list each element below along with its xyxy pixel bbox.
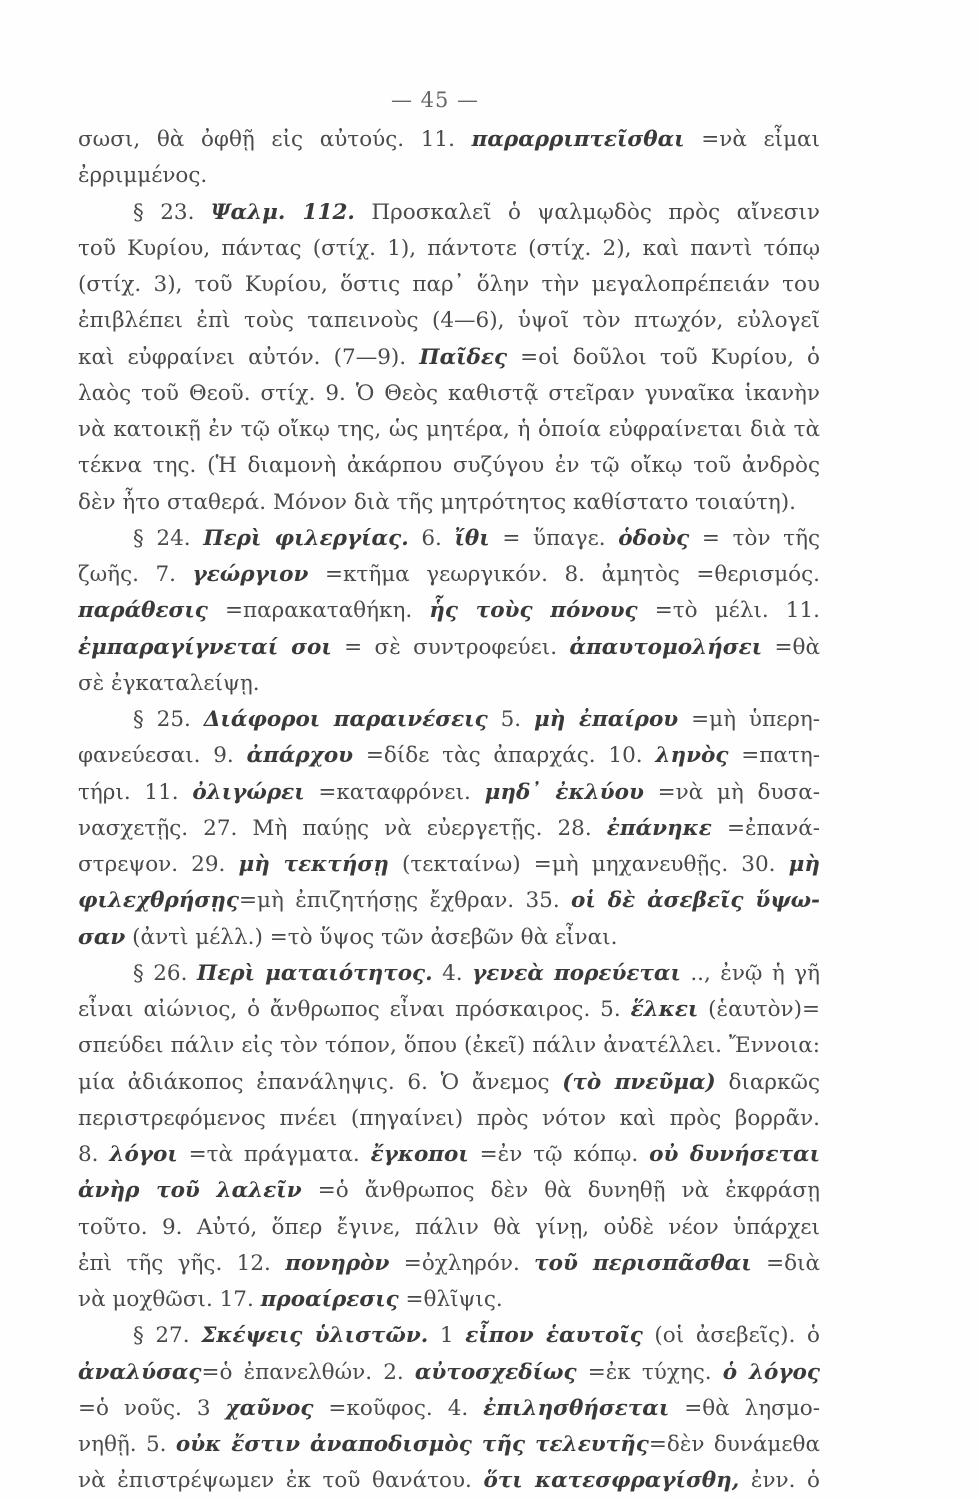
- body-text: § 23.: [133, 199, 211, 225]
- text-line: [78, 883, 820, 919]
- body-text: =πατη-: [728, 743, 820, 769]
- term-text: ἀνὴρ τοῦ λαλεῖν: [78, 1178, 302, 1204]
- term-text: ἕλκει: [630, 997, 699, 1022]
- text-line: [78, 920, 820, 956]
- body-text: εἶναι αἰώνιος, ὁ ἄνθρωπος εἶναι πρόσκαιρος. 5.: [78, 997, 631, 1022]
- body-text: τέκνα της. (Ἡ διαμονὴ ἀκάρπου συζύγου ἐν τῷ οἴκῳ τοῦ ἀνδρὸς: [78, 453, 820, 479]
- text-line: [78, 267, 820, 303]
- text-line: [78, 1282, 820, 1318]
- term-text: τοῦ περισπᾶσθαι: [534, 1250, 752, 1276]
- term-text: Ψαλμ. 112.: [210, 199, 355, 225]
- text-line: [78, 775, 820, 811]
- body-text: διαρκῶς: [715, 1069, 820, 1095]
- body-text: ἐρριμμένος.: [78, 163, 208, 189]
- text-line: [78, 630, 820, 666]
- body-text: τήρι. 11.: [78, 779, 193, 805]
- body-text: δὲν ἦτο σταθερά. Μόνον διὰ τῆς μητρότητος καθίστατο τοιαύτη).: [78, 489, 796, 515]
- text-line: [78, 1246, 820, 1282]
- text-line: [78, 1427, 820, 1463]
- term-text: φιλεχθρήσῃς: [78, 888, 239, 914]
- text-line: [78, 1101, 820, 1137]
- body-text: Προσκαλεῖ ὁ ψαλμῳδὸς πρὸς αἴνεσιν: [354, 199, 820, 225]
- body-text: =διὰ: [751, 1250, 820, 1276]
- body-text: νὰ μοχθῶσι. 17.: [78, 1287, 261, 1312]
- body-text: § 24.: [133, 525, 204, 551]
- body-text: ἐνν. ὁ: [739, 1468, 820, 1494]
- term-text: πονηρὸν: [285, 1250, 390, 1276]
- body-text: ἐπιβλέπει ἐπὶ τοὺς ταπεινοὺς (4—6), ὑψοῖ τὸν πτωχόν, εὐλογεῖ: [78, 308, 820, 334]
- body-text: =οἱ δοῦλοι τοῦ Κυρίου, ὁ: [507, 344, 820, 370]
- term-text: οὐ δυνήσεται: [649, 1142, 820, 1167]
- text-line: [78, 231, 820, 267]
- body-text: περιστρεφόμενος πνέει (πηγαίνει) πρὸς νότον καὶ πρὸς βορρᾶν.: [78, 1105, 820, 1131]
- body-text: (οἱ ἀσεβεῖς). ὁ: [642, 1323, 820, 1349]
- body-text: ἐπὶ τῆς γῆς. 12.: [78, 1250, 286, 1276]
- body-text: § 26.: [133, 960, 197, 986]
- body-text: νασχετῇς. 27. Μὴ παύῃς νὰ εὐεργετῇς. 28.: [78, 815, 607, 841]
- body-text: =ὁ ἄνθρωπος δὲν θὰ δυνηθῇ νὰ ἐκφράσῃ: [301, 1178, 820, 1204]
- text-line: [78, 847, 820, 883]
- term-text: οὐκ ἔστιν ἀναποδισμὸς τῆς τελευτῆς: [175, 1432, 649, 1457]
- term-text: μὴ: [788, 852, 820, 877]
- term-text: ληνὸς: [655, 743, 729, 769]
- body-text: =ὁ νοῦς. 3: [78, 1395, 226, 1421]
- body-text: φανεύεσαι. 9.: [78, 743, 247, 769]
- body-text: =κοῦφος. 4.: [313, 1395, 484, 1421]
- text-line: [78, 738, 820, 774]
- body-text: 1: [428, 1323, 466, 1349]
- term-text: γενεὰ πορεύεται: [472, 960, 681, 986]
- body-text: § 25.: [133, 707, 204, 732]
- term-text: παραρριπτεῖσθαι: [471, 127, 685, 152]
- body-text: =καταφρόνει.: [304, 779, 485, 805]
- body-text: (τεκταίνω) =μὴ μηχανευθῇς. 30.: [388, 852, 789, 877]
- page-number: — 45 —: [390, 88, 480, 112]
- body-text: =παρακαταθήκη.: [207, 598, 430, 624]
- body-text: =ἐπανά-: [711, 815, 820, 841]
- text-line: [78, 1463, 820, 1499]
- body-text: =τὰ πράγματα.: [177, 1142, 371, 1167]
- term-text: μὴ τεκτήσῃ: [238, 852, 389, 877]
- term-text: ἀπάρχου: [246, 743, 354, 769]
- text-line: [78, 1028, 820, 1064]
- text-line: [78, 1391, 820, 1427]
- text-body: [78, 122, 820, 1500]
- body-text: (ἑαυτὸν)=: [698, 997, 820, 1022]
- body-text: νὰ κατοικῇ ἐν τῷ οἴκῳ της, ὡς μητέρα, ἡ ὁποία εὐφραίνεται διὰ τὰ: [78, 417, 820, 442]
- term-text: ὅτι κατεσφραγίσθη,: [483, 1468, 740, 1494]
- body-text: =θλῖψις.: [398, 1287, 503, 1312]
- body-text: =νὰ μὴ δυσα-: [643, 779, 820, 805]
- text-line: [78, 956, 820, 992]
- body-text: σωσι, θὰ ὀφθῇ εἰς αὐτούς. 11.: [78, 127, 472, 152]
- body-text: .., ἐνῷ ἡ γῆ: [680, 960, 820, 986]
- body-text: (ἀντὶ μέλλ.) =τὸ ὕψος τῶν ἀσεβῶν θὰ εἶναι.: [125, 924, 618, 950]
- text-line: [78, 811, 820, 847]
- body-text: =ἐν τῷ κόπῳ.: [468, 1142, 650, 1167]
- term-text: προαίρεσις: [260, 1287, 399, 1312]
- body-text: =μὴ ὑπερη-: [678, 707, 820, 732]
- term-text: οἱ δὲ ἀσεβεῖς ὕψω-: [571, 888, 820, 914]
- term-text: ἐμπαραγίγνεταί σοι: [78, 634, 332, 660]
- body-text: =δὲν δυνάμεθα: [648, 1432, 820, 1457]
- term-text: ὁδοὺς: [618, 525, 690, 551]
- body-text: σὲ ἐγκαταλείψῃ.: [78, 670, 260, 696]
- text-line: [78, 702, 820, 738]
- term-text: γεώργιον: [192, 562, 309, 587]
- term-text: ἴθι: [454, 525, 490, 551]
- term-text: Διάφοροι παραινέσεις: [203, 707, 488, 732]
- body-text: =θὰ λησμο-: [669, 1395, 820, 1421]
- body-text: =τὸ μέλι. 11.: [637, 598, 820, 624]
- body-text: σπεύδει πάλιν εἰς τὸν τόπον, ὅπου (ἐκεῖ) πάλιν ἀνατέλλει. Ἔννοια:: [78, 1033, 820, 1059]
- body-text: =θὰ: [762, 634, 820, 660]
- text-line: [78, 1137, 820, 1173]
- term-text: μὴ ἐπαίρου: [533, 707, 679, 732]
- term-text: ἔγκοποι: [370, 1142, 469, 1167]
- body-text: = τὸν τῆς: [689, 525, 820, 551]
- body-text: τοῦτο. 9. Αὐτό, ὅπερ ἔγινε, πάλιν θὰ γίνῃ, οὐδὲ νέον ὑπάρχει: [78, 1214, 820, 1240]
- body-text: λαὸς τοῦ Θεοῦ. στίχ. 9. Ὁ Θεὸς καθιστᾷ στεῖραν γυναῖκα ἱκανὴν: [78, 380, 820, 406]
- body-text: 6.: [408, 525, 455, 551]
- body-text: = ὕπαγε.: [489, 525, 619, 551]
- term-text: χαῦνος: [225, 1395, 314, 1421]
- term-text: εἶπον ἑαυτοῖς: [465, 1323, 643, 1349]
- text-line: [78, 122, 820, 158]
- text-line: [78, 448, 820, 484]
- text-line: [78, 1173, 820, 1209]
- text-line: [78, 1355, 820, 1391]
- body-text: 4.: [432, 960, 473, 986]
- term-text: ὀλιγώρει: [192, 779, 305, 805]
- text-line: [78, 485, 820, 521]
- term-text: λόγοι: [109, 1142, 178, 1167]
- body-text: καὶ εὐφραίνει αὐτόν. (7—9).: [78, 344, 420, 370]
- term-text: ἀπαυτομολήσει: [569, 634, 763, 660]
- term-text: Περὶ ματαιότητος.: [196, 960, 433, 986]
- text-line: [78, 992, 820, 1028]
- body-text: νηθῇ. 5.: [78, 1432, 176, 1457]
- body-text: μία ἀδιάκοπος ἐπανάληψις. 6. Ὁ ἄνεμος: [78, 1069, 563, 1095]
- body-text: στρεψον. 29.: [78, 852, 239, 877]
- text-line: [78, 412, 820, 448]
- text-line: [78, 593, 820, 629]
- text-line: [78, 340, 820, 376]
- body-text: =μὴ ἐπιζητήσῃς ἔχθραν. 35.: [239, 888, 571, 914]
- term-text: ἐπιλησθήσεται: [483, 1395, 670, 1421]
- term-text: (τὸ πνεῦμα): [562, 1069, 716, 1095]
- term-text: αὐτοσχεδίως: [414, 1359, 577, 1385]
- term-text: Περὶ φιλεργίας.: [203, 525, 409, 551]
- text-line: [78, 303, 820, 339]
- term-text: παράθεσις: [78, 598, 208, 624]
- term-text: ὁ λόγος: [722, 1359, 820, 1385]
- term-text: Σκέψεις ὑλιστῶν.: [201, 1323, 429, 1349]
- text-line: [78, 1210, 820, 1246]
- text-line: [78, 1318, 820, 1354]
- term-text: μηδ᾽ ἐκλύου: [484, 779, 644, 805]
- text-line: [78, 376, 820, 412]
- body-text: = σὲ συντροφεύει.: [331, 634, 570, 660]
- body-text: =ὁ ἐπανελθών. 2.: [201, 1359, 415, 1385]
- term-text: ἀναλύσας: [78, 1359, 202, 1385]
- body-text: τοῦ Κυρίου, πάντας (στίχ. 1), πάντοτε (στίχ. 2), καὶ παντὶ τόπῳ: [78, 235, 820, 261]
- body-text: =κτῆμα γεωργικόν. 8. ἀμητὸς =θερισμός.: [308, 562, 820, 587]
- body-text: 5.: [487, 707, 534, 732]
- body-text: =ἐκ τύχης.: [576, 1359, 723, 1385]
- term-text: Παῖδες: [419, 344, 508, 370]
- text-line: [78, 1065, 820, 1101]
- text-line: [78, 158, 820, 194]
- body-text: =δίδε τὰς ἀπαρχάς. 10.: [353, 743, 656, 769]
- term-text: σαν: [78, 924, 126, 950]
- body-text: (στίχ. 3), τοῦ Κυρίου, ὅστις παρ᾽ ὅλην τὴν μεγαλοπρέπειάν του: [78, 272, 820, 297]
- body-text: νὰ ἐπιστρέψωμεν ἐκ τοῦ θανάτου.: [78, 1468, 484, 1494]
- body-text: =νὰ εἶμαι: [684, 127, 820, 152]
- text-line: [78, 521, 820, 557]
- text-line: [78, 557, 820, 593]
- text-line: [78, 666, 820, 702]
- body-text: § 27.: [133, 1323, 202, 1349]
- text-line: [78, 195, 820, 231]
- term-text: ἐπάνηκε: [606, 815, 712, 841]
- body-text: =ὀχληρόν.: [389, 1250, 535, 1276]
- body-text: 8.: [78, 1142, 110, 1167]
- term-text: ἧς τοὺς πόνους: [429, 598, 638, 624]
- body-text: ζωῆς. 7.: [78, 562, 193, 587]
